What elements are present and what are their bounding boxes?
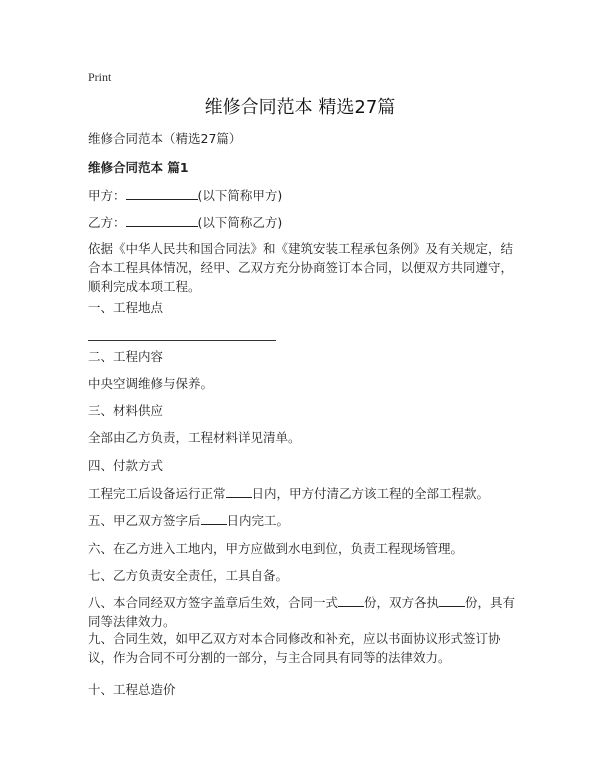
document-title: 维修合同范本 精选27篇 [204,97,396,118]
section-6: 六、在乙方进入工地内，甲方应做到水电到位，负责工程现场管理。 [88,541,464,556]
print-label[interactable]: Print [88,70,112,84]
section-4-text: 工程完工后设备运行正常 [88,486,226,501]
section-3-body: 全部由乙方负责，工程材料详见清单。 [88,430,301,445]
party-b-blank[interactable] [126,213,198,227]
party-a-line [88,186,524,205]
party-a-label: 甲方： [88,188,126,203]
section-8-text: 八、本合同经双方签字盖章后生效，合同一式 [88,595,339,610]
each-copies-blank[interactable] [439,593,465,607]
copies-blank[interactable] [338,593,364,607]
section-5 [88,511,524,530]
section-7: 七、乙方负责安全责任，工具自备。 [88,568,289,583]
party-a-suffix: (以下简称甲方) [197,188,283,203]
party-a-blank[interactable] [126,186,198,200]
completion-days-blank[interactable] [201,511,227,525]
section-8-text-end: 份，具有同等法律效力。 [88,595,516,629]
document-subtitle: 维修合同范本（精选27篇） [88,131,242,146]
party-b-suffix: (以下简称乙方) [197,215,283,230]
section-8 [88,593,524,631]
intro-paragraph: 依据《中华人民共和国合同法》和《建筑安装工程承包条例》及有关规定，结合本工程具体情况，经甲、乙双方充分协商签订本合同，以便双方共同遵守，顺利完成本项工程。 [88,241,514,294]
location-blank-line[interactable] [88,340,276,341]
section-1-heading: 一、工程地点 [88,300,164,315]
section-4-text-end: 日内，甲方付清乙方该工程的全部工程款。 [251,486,490,501]
days-blank[interactable] [226,484,252,498]
section-4-heading: 四、付款方式 [88,458,164,473]
section-8-text-mid: 份，双方各执 [364,595,440,610]
section-2-body: 中央空调维修与保养。 [88,376,214,391]
section-2-heading: 二、工程内容 [88,349,164,364]
party-b-label: 乙方： [88,215,126,230]
section-5-text-end: 日内完工。 [226,513,290,528]
section-9: 九、合同生效，如甲乙双方对本合同修改和补充，应以书面协议形式签订协议，作为合同不可分割的一部分，与主合同具有同等的法律效力。 [88,631,501,665]
section-3-heading: 三、材料供应 [88,403,164,418]
section-heading: 维修合同范本 篇1 [88,160,189,175]
party-b-line [88,213,524,232]
section-5-text: 五、甲乙双方签字后 [88,513,201,528]
section-4-body [88,484,524,503]
section-10-heading: 十、工程总造价 [88,682,176,697]
